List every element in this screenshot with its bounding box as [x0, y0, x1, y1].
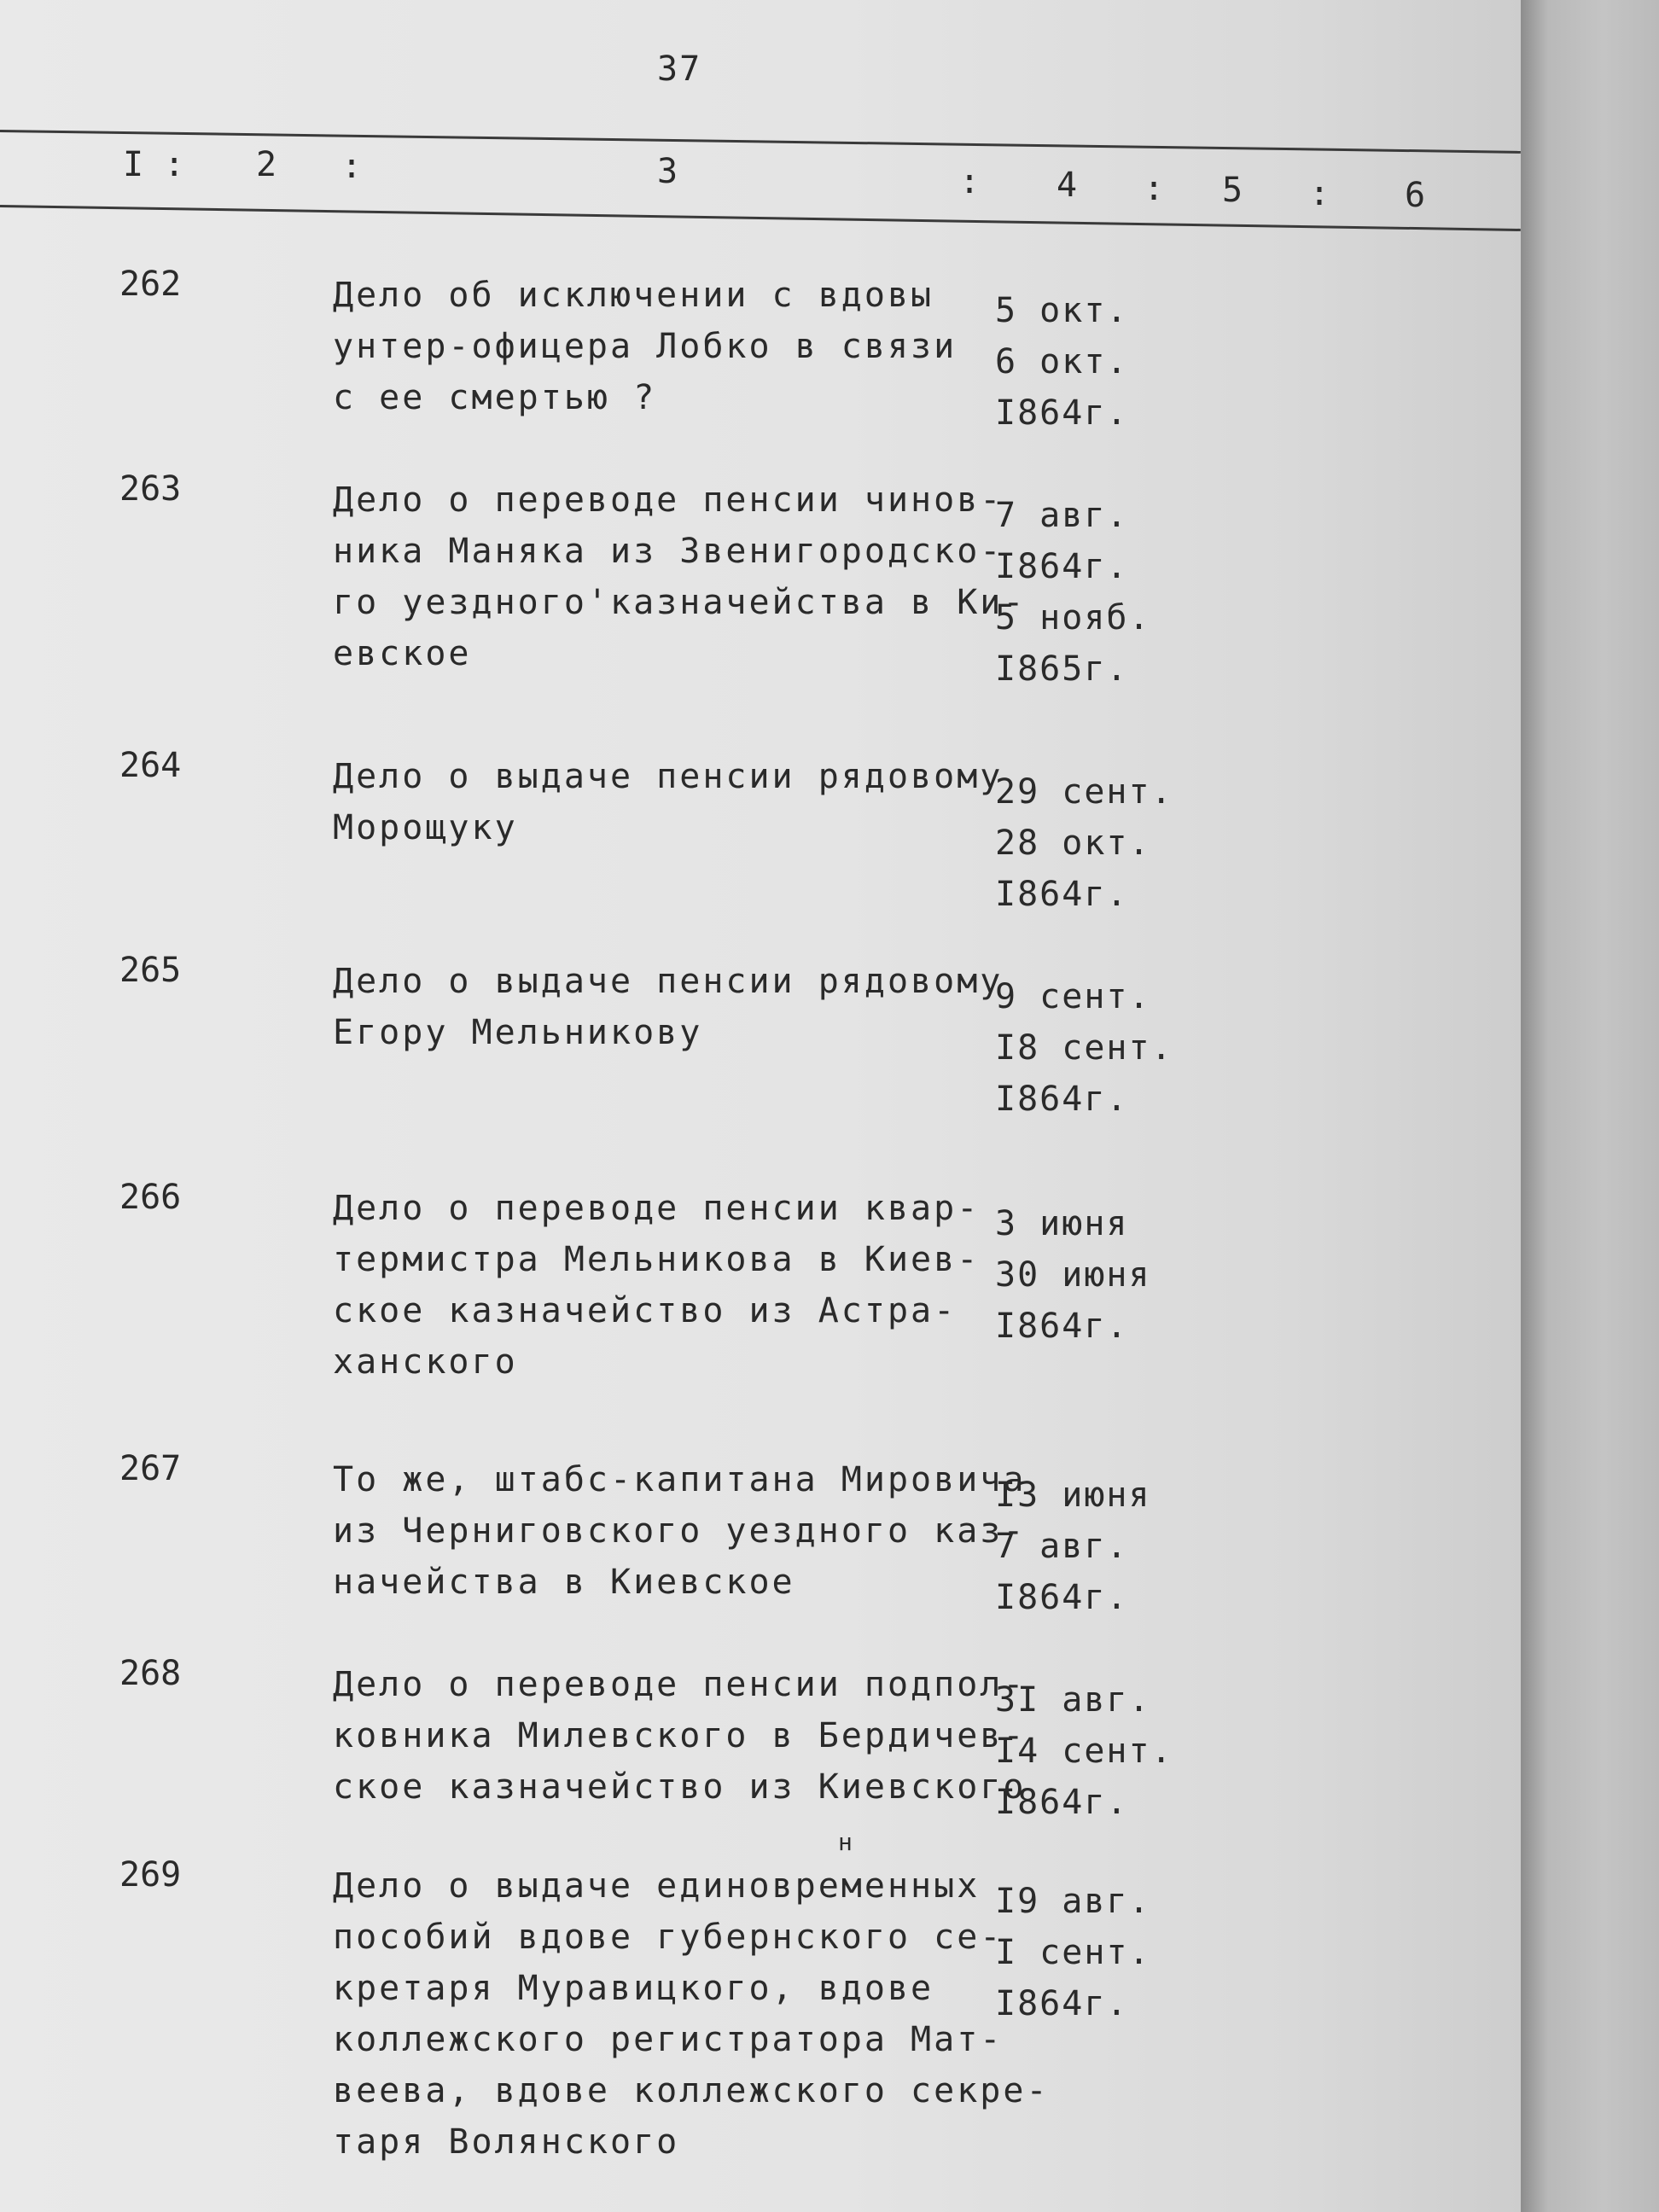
description-line: Морощуку [333, 808, 518, 847]
entry-number: 268 [119, 1654, 182, 1693]
page-edge-shadow [1521, 0, 1659, 2212]
column-header-3: 3 [657, 152, 678, 191]
date-line: 30 июня [995, 1255, 1151, 1295]
entry-description [333, 1183, 981, 1388]
date-line: I8 сент. [995, 1028, 1173, 1068]
date-line: 28 окт. [995, 824, 1151, 863]
description-line: евское [333, 634, 472, 673]
description-line: Дело о переводе пенсии чинов- [333, 480, 1004, 520]
handwritten-correction: н [838, 1828, 853, 1856]
description-line: коллежского регистратора Мат- [333, 2020, 1004, 2059]
entry-description [333, 751, 1004, 853]
date-line: 6 окт. [995, 342, 1129, 381]
entry-number: 269 [119, 1855, 182, 1895]
entry-number: 265 [119, 951, 182, 990]
column-separator: : [959, 162, 981, 201]
description-line: Дело о выдаче пенсии рядовому [333, 757, 1004, 796]
entry-description [333, 270, 981, 423]
entry-number: 267 [119, 1449, 182, 1488]
date-line: I864г. [995, 393, 1129, 433]
date-line: I864г. [995, 1783, 1129, 1822]
entry-description [333, 1860, 1050, 2168]
date-line: I сент. [995, 1933, 1151, 1972]
column-separator: : [341, 147, 363, 186]
entry-dates [995, 971, 1173, 1125]
column-header-5: 5 [1222, 171, 1243, 210]
description-line: с ее смертью ? [333, 378, 657, 417]
date-line: I864г. [995, 875, 1129, 914]
entry-number: 263 [119, 469, 182, 509]
date-line: I9 авг. [995, 1882, 1151, 1921]
date-line: I3 июня [995, 1476, 1151, 1515]
date-line: I865г. [995, 649, 1129, 689]
description-line: ское казначейство из Киевского [333, 1767, 1027, 1807]
description-line: кретаря Муравицкого, вдове [333, 1969, 934, 2008]
description-line: начейства в Киевское [333, 1563, 795, 1602]
entry-description [333, 1454, 1027, 1608]
description-line: ское казначейство из Астра- [333, 1291, 958, 1330]
description-line: ковника Милевского в Бердичев- [333, 1716, 1027, 1755]
date-line: I864г. [995, 547, 1129, 586]
description-line: То же, штабс-капитана Мировича [333, 1460, 1027, 1499]
description-line: Дело об исключении с вдовы [333, 276, 934, 315]
description-line: Дело о выдаче единовременных [333, 1866, 981, 1906]
description-line: унтер-офицера Лобко в связи [333, 327, 958, 366]
entry-dates [995, 285, 1129, 439]
page-number: 37 [657, 49, 702, 89]
entry-number: 264 [119, 746, 182, 785]
column-separator: : [1309, 174, 1330, 213]
column-header-6: 6 [1405, 176, 1426, 215]
entry-number: 262 [119, 265, 182, 304]
entry-description [333, 956, 1004, 1058]
description-line: ханского [333, 1342, 518, 1382]
description-line: Дело о переводе пенсии квар- [333, 1189, 981, 1228]
description-line: из Черниговского уездного каз- [333, 1511, 1027, 1551]
date-line: 3 июня [995, 1204, 1129, 1243]
date-line: 5 окт. [995, 291, 1129, 330]
column-header-4: 4 [1057, 166, 1078, 205]
date-line: 7 авг. [995, 496, 1129, 535]
description-line: веева, вдове коллежского секре- [333, 2071, 1050, 2110]
date-line: 5 нояб. [995, 598, 1151, 637]
date-line: I864г. [995, 1080, 1129, 1119]
description-line: пособий вдове губернского се- [333, 1918, 1004, 1957]
entry-dates [995, 1674, 1173, 1828]
date-line: I864г. [995, 1307, 1129, 1346]
date-line: 9 сент. [995, 977, 1151, 1016]
description-line: ника Маняка из Звенигородско- [333, 532, 1004, 571]
date-line: 7 авг. [995, 1527, 1129, 1566]
column-header-1: I : [123, 145, 185, 184]
description-line: Дело о выдаче пенсии рядовому [333, 962, 1004, 1001]
column-header-2: 2 [256, 145, 277, 184]
entry-description [333, 1659, 1027, 1813]
date-line: I4 сент. [995, 1732, 1173, 1771]
description-line: Егору Мельникову [333, 1013, 703, 1052]
entry-dates [995, 766, 1173, 920]
date-line: 29 сент. [995, 772, 1173, 812]
entry-number: 266 [119, 1178, 182, 1217]
entry-description [333, 474, 1027, 679]
description-line: таря Волянского [333, 2122, 680, 2162]
description-line: термистра Мельникова в Киев- [333, 1240, 981, 1279]
date-line: 3I авг. [995, 1680, 1151, 1720]
entry-dates [995, 1470, 1151, 1623]
entry-dates [995, 1876, 1151, 2029]
entry-dates [995, 490, 1151, 695]
date-line: I864г. [995, 1578, 1129, 1617]
column-separator: : [1144, 169, 1165, 208]
entry-dates [995, 1198, 1151, 1352]
description-line: го уездного'казначейства в Ки- [333, 583, 1027, 622]
date-line: I864г. [995, 1984, 1129, 2023]
description-line: Дело о переводе пенсии подпол- [333, 1665, 1027, 1704]
